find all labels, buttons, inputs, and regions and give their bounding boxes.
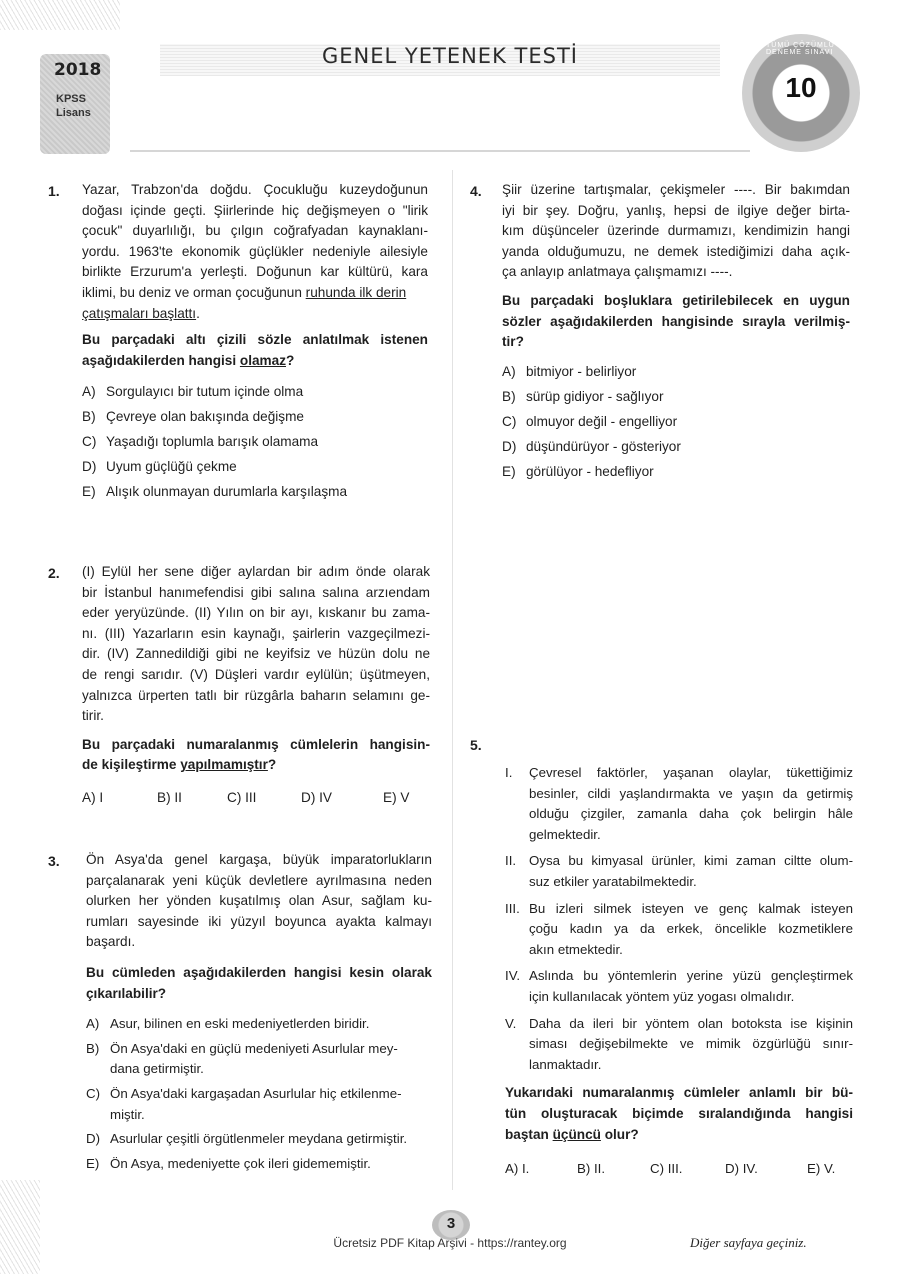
- q3-line: rumları sayesinde iki yüzyıl boyunca ayakta kalmayı: [86, 913, 432, 929]
- option-text: Sorgulayıcı bir tutum içinde olma: [106, 384, 304, 400]
- statement-line: çoğu kadın ya da erkek, öncelikle kozmetiklere: [529, 921, 853, 937]
- statement-line: Çevresel faktörler, yaşanan olaylar, tükettiğimiz: [529, 765, 853, 780]
- q2-stem: [82, 735, 430, 776]
- q5-stem-line: tün oluşturacak biçimde sıralandığında hangisi: [505, 1105, 853, 1121]
- statement-line: siması değişebilmekte ve mimik özgürlüğü sınır-: [529, 1036, 853, 1052]
- statement-line: suz etkiler yaratabilmektedir.: [529, 873, 697, 889]
- q4-stem-line: tir?: [502, 334, 524, 350]
- question-5-number: 5.: [470, 737, 482, 753]
- q3-line: olurken her yönden kuşatılmış olan Asur, sağlam ku-: [86, 893, 432, 909]
- decor-stipple: [0, 0, 120, 30]
- option-c[interactable]: [502, 409, 850, 434]
- q1-underlined: çatışmaları başlattı: [82, 305, 197, 321]
- option-text: Ön Asya'daki en güçlü medeniyeti Asurlular mey-: [110, 1040, 398, 1056]
- option-b[interactable]: [502, 384, 850, 409]
- q2-stem-underlined: yapılmamıştır: [180, 757, 268, 773]
- option-label: A): [82, 384, 96, 400]
- option-label: E): [502, 463, 516, 479]
- statement-1: [505, 763, 853, 845]
- option-label: E): [82, 484, 96, 500]
- question-3-number: 3.: [48, 853, 60, 869]
- statement-line: gelmektedir.: [529, 826, 601, 842]
- statement-line: için kullanılacak yöntem yüz yogası olmalıdır.: [529, 988, 795, 1004]
- badge-arc-text: TÜMÜ ÇÖZÜMLÜ GENEL DENEME SINAVI: [766, 42, 867, 56]
- option-text: Asur, bilinen en eski medeniyetlerden biridir.: [110, 1016, 370, 1032]
- q2-line: nı. (III) Yazarların esin kaynağı, şairlerin vazgeçilmezi-: [82, 625, 430, 641]
- q1-options: [82, 379, 428, 504]
- q1-stem-text: ?: [286, 352, 295, 368]
- q2-line: tirir.: [82, 708, 104, 724]
- header-rule: [130, 150, 750, 152]
- option-e[interactable]: [82, 479, 428, 504]
- option-label: C): [82, 434, 97, 450]
- q3-line: başardı.: [86, 934, 136, 950]
- q1-line: yordu. 1963'te ekonomik güçlükler nedeniyle ailesiyle: [82, 243, 428, 259]
- q1-line: çocuk" duyarlılığı, bu çılgın coğrafyadan kaynaklanı-: [82, 223, 428, 239]
- option-a[interactable]: A) I: [82, 789, 104, 805]
- q5-stem: [505, 1083, 853, 1145]
- option-text: düşündürüyor - gösteriyor: [526, 438, 681, 454]
- q3-stem-line: çıkarılabilir?: [86, 985, 167, 1001]
- statement-line: Bu izleri silmek isteyen ve genç kalmak isteyen: [529, 900, 853, 916]
- option-c[interactable]: C) III.: [650, 1161, 683, 1177]
- option-b[interactable]: [86, 1039, 432, 1080]
- q2-line: de rengi sarıdır. (V) Düşleri vardır eylülün; üşütmeyen,: [82, 666, 430, 682]
- q4-stem-line: Bu parçadaki boşluklara getirilebilecek en uygun: [502, 292, 850, 308]
- q5-stem-text: baştan: [505, 1126, 553, 1142]
- option-b[interactable]: B) II: [157, 789, 182, 805]
- q1-line: doğası içinde geçti. Şiirlerinde hiç değişmeyen o "lirik: [82, 202, 428, 218]
- option-text: dana getirmiştir.: [110, 1061, 204, 1077]
- option-text: olmuyor değil - engelliyor: [526, 413, 678, 429]
- statement-label: V.: [505, 1015, 517, 1031]
- q4-stem-line: sözler aşağıdakilerden hangisinde sırayla verilmiş-: [502, 313, 850, 329]
- option-label: A): [86, 1016, 100, 1032]
- option-text: bitmiyor - belirliyor: [526, 363, 637, 379]
- statement-5: [505, 1014, 853, 1076]
- q5-options: [505, 1159, 853, 1180]
- question-5: [505, 763, 853, 1180]
- q2-stem-text: ?: [267, 757, 277, 773]
- q1-underlined: ruhunda ilk derin: [305, 284, 407, 300]
- q3-line: parçalanarak yeni küçük devletlere ayrılmasına neden: [86, 872, 432, 888]
- option-e[interactable]: E) V: [383, 789, 410, 805]
- option-e[interactable]: [86, 1154, 432, 1175]
- option-b[interactable]: [82, 404, 428, 429]
- question-4-number: 4.: [470, 183, 482, 199]
- option-a[interactable]: A) I.: [505, 1161, 530, 1177]
- q2-line: yalnızca ürperten tatlı bir rüzgârla baharın selamını ge-: [82, 687, 430, 703]
- next-page-note: Diğer sayfaya geçiniz.: [690, 1235, 807, 1250]
- statement-line: besinler, cildi yaşlandırmakta ve yaşın da getirmiş: [529, 785, 853, 801]
- option-label: D): [82, 459, 97, 475]
- option-d[interactable]: [82, 454, 428, 479]
- column-divider: [452, 170, 453, 1190]
- option-label: D): [502, 438, 517, 454]
- q3-stem-line: Bu cümleden aşağıdakilerden hangisi kesin olarak: [86, 964, 432, 980]
- exam-type-line1: KPSS: [56, 93, 86, 105]
- q2-stem-text: de kişileştirme: [82, 757, 181, 773]
- footer-source: Ücretsiz PDF Kitap Arşivi - https://rantey.org: [333, 1236, 567, 1250]
- q4-options: [502, 359, 850, 484]
- question-1-number: 1.: [48, 183, 60, 199]
- option-d[interactable]: D) IV.: [725, 1161, 758, 1177]
- option-text: Yaşadığı toplumla barışık olamama: [106, 434, 319, 450]
- q4-line: iyi bir şey. Doğru, yanlış, hepsi de ilgiye değer birta-: [502, 202, 850, 218]
- q1-line: [82, 283, 428, 304]
- option-text: Alışık olunmayan durumlarla karşılaşma: [106, 484, 348, 500]
- option-label: A): [502, 363, 516, 379]
- q2-line: (I) Eylül her sene diğer aylardan bir adım önde olarak: [82, 564, 430, 579]
- test-number: 10: [785, 72, 817, 103]
- q1-text: .: [196, 305, 200, 321]
- q2-line: bir İstanbul hanımefendisi gibi salına salına arzıendam: [82, 584, 430, 600]
- q2-stem-line: Bu parçadaki numaralanmış cümlelerin hangisin-: [82, 736, 430, 752]
- question-2-number: 2.: [48, 565, 60, 581]
- q1-line: [82, 304, 428, 325]
- q2-options: [82, 788, 430, 809]
- q2-line: dir. (IV) Zannedildiği gibi ne keyifsiz ve hüzün dolu ne: [82, 646, 430, 662]
- q4-line: kım düşünceler üzerinde durmamızı, kendimizin hangi: [502, 223, 850, 239]
- q4-line: yanda olduğumuzu, ne demek istediğimizi daha açık-: [502, 243, 850, 259]
- option-c[interactable]: [82, 429, 428, 454]
- statement-2: [505, 851, 853, 892]
- statement-line: Oysa bu kimyasal ürünler, kimi zaman ciltte olum-: [529, 853, 853, 869]
- statement-line: olduğu çizgiler, zamanla daha çok belirgin hâle: [529, 806, 853, 822]
- statement-line: Daha da ileri bir yöntem olan botoksta ise kişinin: [529, 1015, 853, 1031]
- statement-4: [505, 966, 853, 1007]
- option-a[interactable]: [82, 379, 428, 404]
- option-d[interactable]: [86, 1129, 432, 1150]
- option-text: sürüp gidiyor - sağlıyor: [526, 388, 664, 404]
- q3-options: [86, 1014, 432, 1174]
- option-a[interactable]: [502, 359, 850, 384]
- option-text: görülüyor - hedefliyor: [526, 463, 654, 479]
- option-d[interactable]: D) IV: [301, 789, 332, 805]
- option-label: B): [82, 409, 96, 425]
- question-4: [502, 180, 850, 484]
- q5-stem-line: Yukarıdaki numaralanmış cümleler anlamlı bir bü-: [505, 1085, 853, 1101]
- option-e[interactable]: [502, 459, 850, 484]
- page-title: GENEL YETENEK TESTİ: [322, 44, 578, 68]
- q4-line: Şiir üzerine tartışmalar, çekişmeler ----. Bir bakımdan: [502, 182, 850, 197]
- option-text: miştir.: [110, 1106, 145, 1122]
- statement-label: I.: [505, 765, 513, 780]
- option-text: Uyum güçlüğü çekme: [106, 459, 237, 475]
- q5-stem-text: olur?: [600, 1126, 639, 1142]
- q1-stem: [82, 330, 428, 371]
- q2-line: eder yeryüzünde. (II) Yılın on bir ayı, kıskanır bu zama-: [82, 605, 430, 621]
- option-text: Ön Asya'daki kargaşadan Asurlular hiç etkilenme-: [110, 1085, 402, 1101]
- option-d[interactable]: [502, 434, 850, 459]
- q1-line: birlikte Erzurum'a yerleşti. Doğunun kar kültürü, kara: [82, 264, 428, 280]
- option-label: D): [86, 1131, 101, 1147]
- exam-type: [56, 92, 91, 120]
- statement-line: Aslında bu yöntemlerin yerine yüzü gençleştirmek: [529, 968, 853, 984]
- page-number: 3: [446, 1215, 456, 1232]
- question-3: [86, 850, 432, 1174]
- option-label: B): [86, 1040, 100, 1056]
- exam-type-line2: Lisans: [56, 107, 91, 119]
- exam-year: 2018: [54, 60, 102, 80]
- option-text: Ön Asya, medeniyette çok ileri gidememiştir.: [110, 1155, 371, 1171]
- q1-text: iklimi, bu deniz ve orman çocuğunun: [82, 284, 306, 300]
- statement-label: IV.: [505, 968, 521, 984]
- q3-stem: [86, 963, 432, 1004]
- q1-line: Yazar, Trabzon'da doğdu. Çocukluğu kuzeydoğunun: [82, 182, 428, 197]
- q1-stem-text: aşağıdakilerden hangisi: [82, 352, 240, 368]
- statement-line: lanmaktadır.: [529, 1056, 602, 1072]
- option-c[interactable]: [86, 1084, 432, 1125]
- statement-line: akın etmektedir.: [529, 941, 623, 957]
- q1-stem-line: Bu parçadaki altı çizili sözle anlatılmak istenen: [82, 332, 428, 348]
- q1-stem-underlined: olamaz: [239, 352, 286, 368]
- option-b[interactable]: B) II.: [577, 1161, 606, 1177]
- option-a[interactable]: [86, 1014, 432, 1035]
- decor-stipple: [0, 1180, 40, 1274]
- option-label: B): [502, 388, 516, 404]
- option-c[interactable]: C) III: [227, 789, 257, 805]
- question-1: [82, 180, 428, 504]
- q3-line: Ön Asya'da genel kargaşa, büyük imparatorlukların: [86, 852, 432, 867]
- statement-3: [505, 899, 853, 961]
- option-label: C): [86, 1085, 101, 1101]
- question-2: [82, 562, 430, 809]
- q4-stem: [502, 291, 850, 353]
- statement-label: II.: [505, 853, 517, 869]
- option-text: Asurlular çeşitli örgütlenmeler meydana getirmiştir.: [110, 1131, 408, 1147]
- option-label: E): [86, 1155, 100, 1171]
- q4-line: ça anlayıp anlatmaya çalışmamızı ----.: [502, 264, 733, 280]
- option-label: C): [502, 413, 517, 429]
- option-e[interactable]: E) V.: [807, 1161, 836, 1177]
- option-text: Çevreye olan bakışında değişme: [106, 409, 304, 425]
- statement-label: III.: [505, 900, 520, 916]
- q5-stem-underlined: üçüncü: [552, 1126, 601, 1142]
